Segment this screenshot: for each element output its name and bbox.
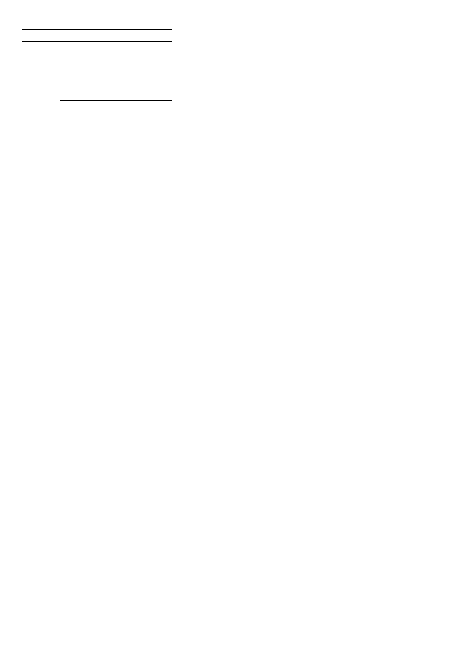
department <box>22 41 172 42</box>
recipient-field[interactable] <box>22 21 172 30</box>
telefax-field[interactable] <box>60 96 172 101</box>
